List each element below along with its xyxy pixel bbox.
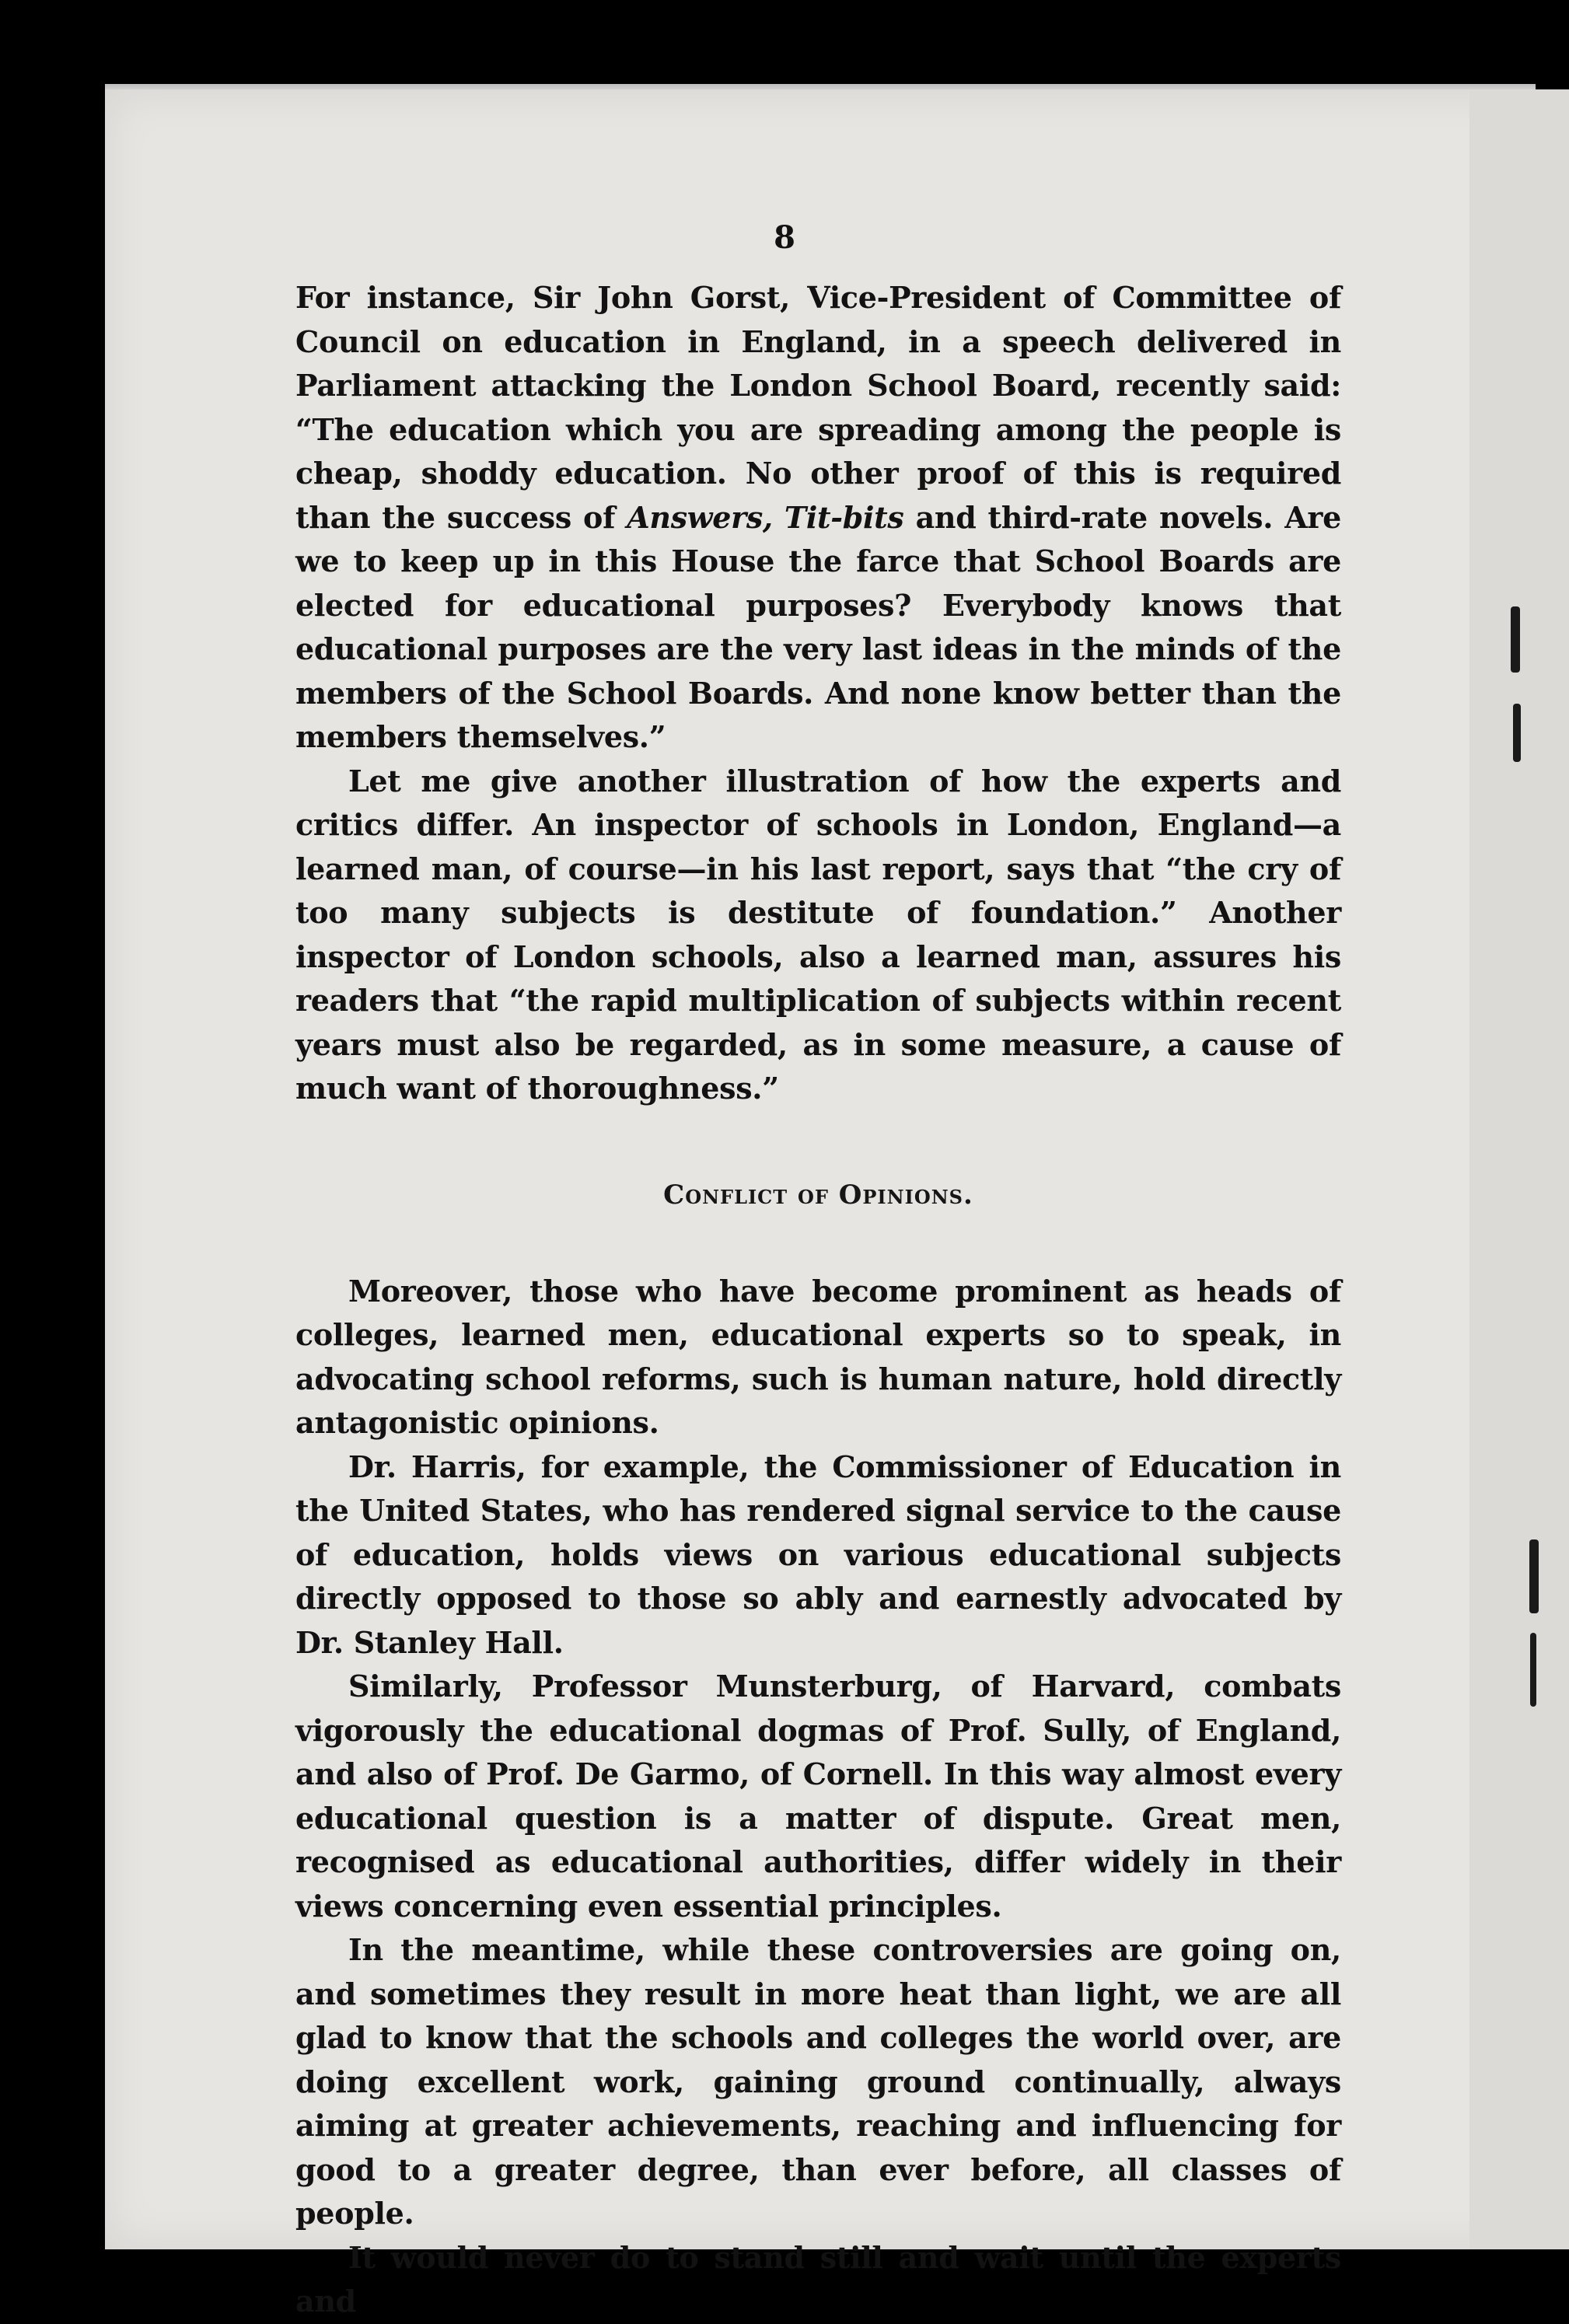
paragraph-gorst-quote [295, 276, 1341, 760]
periodical-titles: Answers, Tit-bits [627, 499, 904, 535]
page-fold-shadow [1469, 89, 1569, 2249]
paragraph-text: and third-rate novels. Are we to keep up in this House the farce that School Boards are elected for educational purposes? Everybody knows that educational purposes are the very last ideas in the minds of the members of the School Boards. And none know better than the members themselves.” [295, 499, 1341, 754]
binding-mark-lower-1 [1529, 1539, 1539, 1613]
paragraph-meantime: In the meantime, while these controversies are going on, and sometimes they result in more heat than light, we are all glad to know that the schools and colleges the world over, are doing excellent work, gaining ground continually, always aiming at greater achievements, reaching and influencing for good to a greater degree, than ever before, all classes of people. [295, 1932, 1341, 2231]
paragraph-text: For instance, Sir John Gorst, Vice-President of Committee of Council on education in England, in a speech delivered in Parliament attacking the London School Board, recently said: “The education which you are spreading among the people is cheap, shoddy education. No other proof of this is required than the success of [295, 280, 1341, 535]
paragraph-text: Let me give another illustration of how the experts and critics differ. An inspector of schools in London, England—a learned man, of course—in his last report, says that “the cry of too many subjects is destitute of foundation.” Another inspector of London schools, also a learned man, assures his readers that “the rapid multiplication of subjects within recent years must also be regarded, as in some measure, a cause of much want of thoroughness.” [295, 763, 1341, 1106]
paragraph-inspectors [295, 760, 1341, 1111]
paragraph-munsterburg: Similarly, Professor Munsterburg, of Harvard, combats vigorously the educational dogmas of Prof. Sully, of England, and also of Prof. De Garmo, of Cornell. In this way almost every educational question is a matter of dispute. Great men, recognised as educational authorities, differ widely in their views concerning even essential principles. [295, 1669, 1341, 1924]
binding-mark-lower-2 [1530, 1633, 1536, 1707]
page-number: 8 [774, 219, 795, 256]
paragraph-moreover: Moreover, those who have become prominent as heads of colleges, learned men, educational experts so to speak, in advocating school reforms, such is human nature, hold directly antagonistic opinions. [295, 1273, 1341, 1440]
section-heading: Conflict of Opinions. [663, 1179, 973, 1211]
binding-mark-upper-2 [1513, 704, 1521, 762]
binding-mark-upper-1 [1511, 606, 1520, 673]
page-body [295, 276, 1341, 2324]
paragraph-stand-still: It would never do to stand still and wait until the experts and [295, 2239, 1341, 2319]
paragraph-harris: Dr. Harris, for example, the Commissioner of Education in the United States, who has rendered signal service to the cause of education, holds views on various educational subjects directly opposed to those so ably and earnestly advocated by Dr. Stanley Hall. [295, 1449, 1341, 1660]
